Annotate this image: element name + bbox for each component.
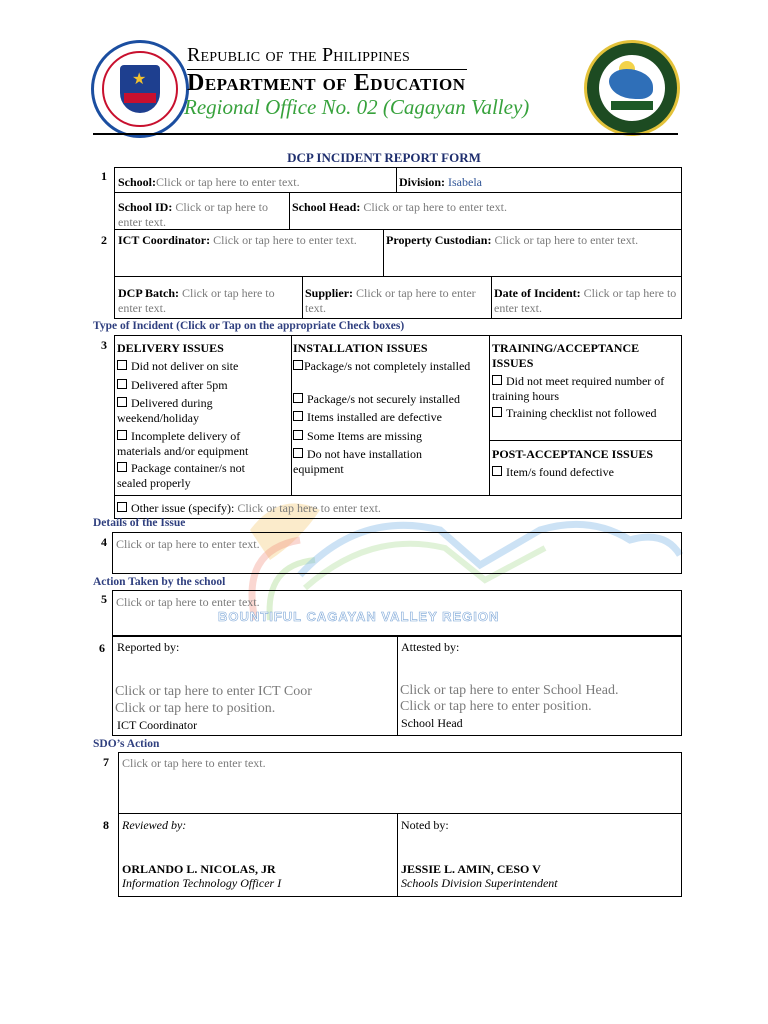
installation-option-1[interactable] bbox=[293, 359, 475, 374]
reported-role: ICT Coordinator bbox=[117, 718, 198, 732]
post-acceptance-title: POST-ACCEPTANCE ISSUES bbox=[492, 447, 654, 461]
supplier-field[interactable] bbox=[305, 286, 491, 316]
attested-name-input[interactable]: Click or tap here to enter School Head. bbox=[400, 683, 619, 698]
row2-divider-b bbox=[302, 276, 303, 319]
row1-divider-b bbox=[289, 192, 290, 230]
dcp-batch-value: Click or tap here to enter text. bbox=[118, 286, 275, 315]
row2-divider-c bbox=[491, 276, 492, 319]
attested-position-input[interactable]: Click or tap here to enter position. bbox=[400, 699, 592, 714]
school-label: School: bbox=[118, 175, 157, 189]
property-custodian-label: Property Custodian: bbox=[386, 233, 492, 247]
reviewed-name: ORLANDO L. NICOLAS, JR bbox=[122, 862, 276, 876]
supplier-value: Click or tap here to enter text. bbox=[305, 286, 476, 315]
row3-divider-a bbox=[291, 335, 292, 496]
training-option-2[interactable] bbox=[492, 406, 680, 421]
school-field[interactable] bbox=[118, 175, 300, 190]
ict-coordinator-value: Click or tap here to enter text. bbox=[213, 233, 357, 247]
attested-role: School Head bbox=[401, 716, 463, 730]
form-title: DCP INCIDENT REPORT FORM bbox=[287, 150, 481, 165]
installation-option-5[interactable] bbox=[293, 447, 463, 477]
division-label: Division: bbox=[399, 175, 446, 189]
details-input[interactable]: Click or tap here to enter text. bbox=[116, 537, 260, 551]
school-head-value: Click or tap here to enter text. bbox=[363, 200, 507, 214]
division-field[interactable] bbox=[399, 175, 482, 190]
option-label: Package/s not completely installed bbox=[304, 359, 471, 373]
option-label: Some Items are missing bbox=[307, 429, 422, 443]
row3-hdivider-other bbox=[114, 495, 682, 496]
delivery-option-2[interactable] bbox=[117, 378, 289, 393]
school-head-label: School Head: bbox=[292, 200, 361, 214]
installation-option-4[interactable] bbox=[293, 429, 488, 444]
checkbox[interactable] bbox=[117, 430, 127, 440]
checkbox[interactable] bbox=[117, 502, 127, 512]
reported-name-input[interactable]: Click or tap here to enter ICT Coor bbox=[115, 684, 312, 699]
option-label: Did not meet required number of training hours bbox=[492, 374, 665, 403]
region-ii-seal-logo bbox=[584, 40, 680, 136]
row-number-3: 3 bbox=[101, 338, 107, 352]
watermark-text: BOUNTIFUL CAGAYAN VALLEY REGION bbox=[218, 609, 500, 624]
other-issue-label: Other issue (specify): bbox=[131, 501, 235, 515]
row2-divider-a bbox=[383, 229, 384, 277]
option-label: Items installed are defective bbox=[307, 410, 442, 424]
reported-by-label: Reported by: bbox=[117, 640, 180, 654]
checkbox[interactable] bbox=[117, 397, 127, 407]
sdo-action-heading: SDO’s Action bbox=[93, 738, 160, 750]
option-label: Incomplete delivery of materials and/or equipment bbox=[117, 429, 249, 458]
row3-divider-b bbox=[489, 335, 490, 496]
delivery-issues-title: DELIVERY ISSUES bbox=[117, 341, 224, 355]
date-of-incident-value: Click or tap here to enter text. bbox=[494, 286, 677, 315]
installation-option-3[interactable] bbox=[293, 410, 488, 425]
checkbox[interactable] bbox=[117, 360, 127, 370]
checkbox[interactable] bbox=[117, 462, 127, 472]
option-label: Delivered after 5pm bbox=[131, 378, 228, 392]
row6-divider bbox=[397, 636, 398, 736]
department-heading: Department of Education bbox=[187, 70, 466, 96]
option-label: Training checklist not followed bbox=[506, 406, 657, 420]
dcp-batch-field[interactable] bbox=[118, 286, 300, 316]
option-label: Package container/s not sealed properly bbox=[117, 461, 245, 490]
delivery-option-1[interactable] bbox=[117, 359, 289, 374]
checkbox[interactable] bbox=[492, 375, 502, 385]
deped-seal-logo: ★ bbox=[91, 40, 189, 138]
row8-divider bbox=[397, 813, 398, 897]
checkbox[interactable] bbox=[492, 407, 502, 417]
training-option-1[interactable] bbox=[492, 374, 680, 404]
option-label: Package/s not securely installed bbox=[307, 392, 460, 406]
ict-coordinator-label: ICT Coordinator: bbox=[118, 233, 211, 247]
reviewed-title: Information Technology Officer I bbox=[122, 876, 282, 890]
attested-by-label: Attested by: bbox=[401, 640, 460, 654]
details-heading: Details of the Issue bbox=[93, 517, 186, 529]
other-issue-value: Click or tap here to enter text. bbox=[237, 501, 381, 515]
supplier-label: Supplier: bbox=[305, 286, 354, 300]
action-heading: Action Taken by the school bbox=[93, 576, 226, 588]
checkbox[interactable] bbox=[293, 393, 303, 403]
delivery-option-3[interactable] bbox=[117, 396, 267, 426]
delivery-option-5[interactable] bbox=[117, 461, 277, 491]
installation-option-2[interactable] bbox=[293, 392, 488, 407]
checkbox[interactable] bbox=[492, 466, 502, 476]
post-acceptance-option-1[interactable] bbox=[492, 465, 680, 480]
reported-position-input[interactable]: Click or tap here to position. bbox=[115, 701, 276, 716]
other-issue-field[interactable] bbox=[117, 501, 381, 516]
training-acceptance-title: TRAINING/ACCEPTANCE ISSUES bbox=[492, 341, 640, 370]
checkbox[interactable] bbox=[293, 360, 303, 370]
option-label: Do not have installation equipment bbox=[293, 447, 422, 476]
noted-by-label: Noted by: bbox=[401, 818, 449, 832]
division-value: Isabela bbox=[448, 175, 482, 189]
option-label: Item/s found defective bbox=[506, 465, 614, 479]
header-rule bbox=[93, 133, 678, 135]
row1-hdivider bbox=[114, 192, 682, 193]
row-number-7: 7 bbox=[103, 755, 109, 769]
school-value: Click or tap here to enter text. bbox=[156, 175, 300, 189]
date-of-incident-label: Date of Incident: bbox=[494, 286, 581, 300]
property-custodian-value: Click or tap here to enter text. bbox=[494, 233, 639, 247]
reviewed-by-label: Reviewed by: bbox=[122, 818, 187, 832]
school-head-field[interactable] bbox=[292, 200, 680, 215]
row-number-1: 1 bbox=[101, 169, 107, 183]
option-label: Did not deliver on site bbox=[131, 359, 239, 373]
dcp-batch-label: DCP Batch: bbox=[118, 286, 179, 300]
checkbox[interactable] bbox=[293, 430, 303, 440]
republic-heading: Republic of the Philippines bbox=[187, 44, 410, 66]
row-number-4: 4 bbox=[101, 535, 107, 549]
row-number-5: 5 bbox=[101, 592, 107, 606]
checkbox[interactable] bbox=[293, 411, 303, 421]
regional-office-heading: Regional Office No. 02 (Cagayan Valley) bbox=[184, 95, 530, 119]
noted-name: JESSIE L. AMIN, CESO V bbox=[401, 862, 541, 876]
row1-divider-a bbox=[396, 167, 397, 193]
row2-hdivider bbox=[114, 276, 682, 277]
school-id-field[interactable] bbox=[118, 200, 288, 230]
row-number-2: 2 bbox=[101, 233, 107, 247]
checkbox[interactable] bbox=[117, 379, 127, 389]
ict-coordinator-field[interactable] bbox=[118, 233, 380, 248]
school-id-value: Click or tap here to enter text. bbox=[118, 200, 268, 229]
row-number-6: 6 bbox=[99, 641, 105, 655]
installation-issues-title: INSTALLATION ISSUES bbox=[293, 341, 428, 355]
checkbox[interactable] bbox=[293, 448, 303, 458]
type-of-incident-heading: Type of Incident (Click or Tap on the appropriate Check boxes) bbox=[93, 320, 405, 332]
row3-hdivider-post bbox=[489, 440, 682, 441]
option-label: Delivered during weekend/holiday bbox=[117, 396, 213, 425]
school-id-label: School ID: bbox=[118, 200, 173, 214]
property-custodian-field[interactable] bbox=[386, 233, 680, 248]
row-number-8: 8 bbox=[103, 818, 109, 832]
action-input[interactable]: Click or tap here to enter text. bbox=[116, 595, 260, 609]
delivery-option-4[interactable] bbox=[117, 429, 277, 459]
date-of-incident-field[interactable] bbox=[494, 286, 680, 316]
sdo-action-input[interactable]: Click or tap here to enter text. bbox=[122, 756, 266, 770]
noted-title: Schools Division Superintendent bbox=[401, 876, 558, 890]
